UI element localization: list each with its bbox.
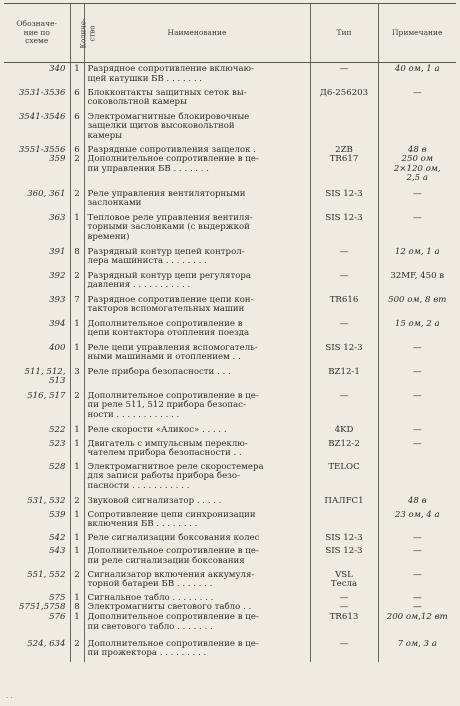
note-cell: 15 ом, 2 а xyxy=(378,318,456,342)
designation-cell: 400 xyxy=(49,342,66,353)
quantity-cell: 1 xyxy=(70,318,84,342)
table-row xyxy=(4,318,456,342)
table-header-row xyxy=(4,4,456,63)
note-cell: — xyxy=(378,188,456,212)
name-cell: Сигнальное табло . . . . . . . . Электромагниты светового табло . . Дополнительное сопротивление в це- пи светового табло . . . . . . . xyxy=(84,592,310,638)
quantity-cell: 2 xyxy=(70,270,84,294)
designation-cell: 528 xyxy=(49,461,66,472)
type-cell: — xyxy=(310,246,378,270)
table-row xyxy=(4,461,456,495)
note-cell: — xyxy=(378,438,456,461)
quantity-cell: 2 xyxy=(70,638,84,662)
name-cell: Тепловое реле управления вентиля- торными заслонками (с выдержкой времени) xyxy=(84,212,310,246)
quantity-cell: 6 xyxy=(70,111,84,144)
note-cell: 48 в 250 ом 2×120 ом, 2,5 а xyxy=(378,144,456,188)
table-row xyxy=(4,63,456,87)
quantity-cell: 1 xyxy=(70,63,84,87)
designation-cell: 3531-3536 xyxy=(18,87,66,98)
note-cell: 48 в xyxy=(378,495,456,509)
type-cell: — xyxy=(310,390,378,424)
designation-cell: 393 xyxy=(49,294,66,305)
type-cell: SIS 12-3 xyxy=(310,212,378,246)
quantity-cell: 2 xyxy=(70,569,84,592)
quantity-cell: 1 xyxy=(70,509,84,532)
designation-cell: 539 xyxy=(49,509,66,520)
note-cell: — xyxy=(378,342,456,366)
name-cell: Дополнительное сопротивление в це- пи прожектора . . . . . . . . . xyxy=(84,638,310,662)
type-cell: 2ZB TR617 xyxy=(310,144,378,188)
quantity-cell: 7 xyxy=(70,294,84,318)
designation-cell: 551, 552 xyxy=(27,569,66,580)
quantity-cell: 1 xyxy=(70,212,84,246)
header-name: Наименование xyxy=(84,4,310,63)
designation-cell: 516, 517 xyxy=(27,390,66,401)
type-cell: SIS 12-3 xyxy=(310,545,378,568)
name-cell: Дополнительное сопротивление в це- пи реле сигнализации боксования xyxy=(84,545,310,568)
name-cell: Реле скорости «Аликос» . . . . . xyxy=(84,424,310,438)
table-row xyxy=(4,638,456,662)
note-cell: 12 ом, 1 а xyxy=(378,246,456,270)
designation-cell: 575 5751,5758 576 xyxy=(19,592,66,623)
type-cell: SIS 12-3 xyxy=(310,342,378,366)
type-cell: BZ12-1 xyxy=(310,366,378,390)
note-cell: — xyxy=(378,390,456,424)
quantity-cell: 6 2 xyxy=(70,144,84,188)
designation-cell: 363 xyxy=(49,212,66,223)
name-cell: Двигатель с импульсным переклю- чателем прибора безопасности . . xyxy=(84,438,310,461)
type-cell: — xyxy=(310,270,378,294)
designation-cell: 3551-3556 359 xyxy=(18,144,66,165)
type-cell: Д6-256203 xyxy=(310,87,378,111)
type-cell: 4KD xyxy=(310,424,378,438)
quantity-cell: 1 8 1 xyxy=(70,592,84,638)
name-cell: Звуковой сигнализатор . . . . . xyxy=(84,495,310,509)
type-cell: TELOC xyxy=(310,461,378,495)
table-row xyxy=(4,87,456,111)
designation-cell: 542 xyxy=(49,532,66,543)
table-row xyxy=(4,188,456,212)
header-designation: Обозначе- ние по схеме xyxy=(4,4,70,63)
quantity-cell: 2 xyxy=(70,495,84,509)
type-cell: — — TR613 xyxy=(310,592,378,638)
note-cell: 32МF, 450 в xyxy=(378,270,456,294)
designation-cell: 523 xyxy=(49,438,66,449)
name-cell: Блокконтакты защитных сеток вы- соковольтной камеры xyxy=(84,87,310,111)
name-cell: Дополнительное сопротивление в цепи контактора отопления поезда xyxy=(84,318,310,342)
designation-cell: 391 xyxy=(49,246,66,257)
quantity-cell: 1 xyxy=(70,461,84,495)
designation-cell: 543 xyxy=(49,546,66,557)
note-cell: — xyxy=(378,569,456,592)
name-cell: Разрядный контур цепей контрол- лера машиниста . . . . . . . . xyxy=(84,246,310,270)
quantity-cell: 6 xyxy=(70,87,84,111)
quantity-cell: 1 xyxy=(70,545,84,568)
designation-cell: 3541-3546 xyxy=(18,111,66,122)
name-cell: Электромагнитное реле скоростемера для записи работы прибора безо- пасности . . . . . . . . . . . xyxy=(84,461,310,495)
quantity-cell: 8 xyxy=(70,246,84,270)
table-row xyxy=(4,509,456,532)
quantity-cell: 2 xyxy=(70,390,84,424)
quantity-cell: 3 xyxy=(70,366,84,390)
note-cell xyxy=(378,111,456,144)
note-cell xyxy=(378,461,456,495)
name-cell: Электромагнитные блокировочные защелки щитов высоковольтной камеры xyxy=(84,111,310,144)
table-row xyxy=(4,569,456,592)
designation-cell: 531, 532 xyxy=(27,495,66,506)
header-note: Примечание xyxy=(378,4,456,63)
designation-cell: 524, 634 xyxy=(27,638,66,649)
type-cell: VSL Тесла xyxy=(310,569,378,592)
name-cell: Разрядное сопротивление включаю- щей катушки БВ . . . . . . . xyxy=(84,63,310,87)
table-row xyxy=(4,144,456,188)
table-row xyxy=(4,294,456,318)
table-row xyxy=(4,390,456,424)
type-cell: — xyxy=(310,63,378,87)
name-cell: Реле управления вентиляторными заслонками xyxy=(84,188,310,212)
components-table xyxy=(4,3,456,662)
name-cell: Разрядное сопротивление цепи кон- такторов вспомогательных машин xyxy=(84,294,310,318)
table-row xyxy=(4,342,456,366)
type-cell: TR616 xyxy=(310,294,378,318)
note-cell: — xyxy=(378,424,456,438)
designation-cell: 511, 512, 513 xyxy=(24,366,66,387)
table-row xyxy=(4,438,456,461)
note-cell: 7 ом, 3 а xyxy=(378,638,456,662)
table-body xyxy=(4,63,456,662)
quantity-cell: 1 xyxy=(70,438,84,461)
type-cell xyxy=(310,509,378,532)
note-cell: — xyxy=(378,532,456,546)
table-row xyxy=(4,495,456,509)
quantity-cell: 1 xyxy=(70,342,84,366)
name-cell: Реле цепи управления вспомогатель- ными машинами и отоплением . . xyxy=(84,342,310,366)
table-row xyxy=(4,532,456,546)
table-row xyxy=(4,424,456,438)
quantity-cell: 1 xyxy=(70,424,84,438)
table-row xyxy=(4,366,456,390)
type-cell: — xyxy=(310,318,378,342)
note-cell: 40 ом, 1 а xyxy=(378,63,456,87)
designation-cell: 522 xyxy=(49,424,66,435)
note-cell: — xyxy=(378,366,456,390)
designation-cell: 360, 361 xyxy=(27,188,66,199)
quantity-cell: 2 xyxy=(70,188,84,212)
name-cell: Реле прибора безопасности . . . xyxy=(84,366,310,390)
table-row xyxy=(4,246,456,270)
type-cell: — xyxy=(310,638,378,662)
table-row xyxy=(4,545,456,568)
table-row xyxy=(4,212,456,246)
table-row xyxy=(4,111,456,144)
type-cell: ПАЛFC1 xyxy=(310,495,378,509)
quantity-cell: 1 xyxy=(70,532,84,546)
header-quantity: Количе- ство xyxy=(70,4,84,63)
name-cell: Разрядные сопротивления защелок . Дополнительное сопротивление в це- пи управления БВ . . . . . . . xyxy=(84,144,310,188)
name-cell: Разрядный контур цепи регулятора давления . . . . . . . . . . . xyxy=(84,270,310,294)
designation-cell: 392 xyxy=(49,270,66,281)
header-type: Тип xyxy=(310,4,378,63)
note-cell: — xyxy=(378,87,456,111)
type-cell: SIS 12-3 xyxy=(310,532,378,546)
note-cell: — — 200 ом,12 вт xyxy=(378,592,456,638)
type-cell: SIS 12-3 xyxy=(310,188,378,212)
designation-cell: 340 xyxy=(49,64,66,74)
name-cell: Сопротивление цепи синхронизации включения БВ . . . . . . . . xyxy=(84,509,310,532)
table-row xyxy=(4,592,456,638)
table-row xyxy=(4,270,456,294)
type-cell: BZ12-2 xyxy=(310,438,378,461)
page-corner-mark: · · xyxy=(6,694,13,702)
name-cell: Дополнительное сопротивление в це- пи реле 511, 512 прибора безопас- ности . . . . . . . . . . . . xyxy=(84,390,310,424)
name-cell: Сигнализатор включения аккумуля- торной батареи БВ . . . . . . . xyxy=(84,569,310,592)
note-cell: — xyxy=(378,545,456,568)
type-cell xyxy=(310,111,378,144)
name-cell: Реле сигнализации боксования колес xyxy=(84,532,310,546)
note-cell: 500 ом, 8 вт xyxy=(378,294,456,318)
note-cell: 23 ом, 4 а xyxy=(378,509,456,532)
note-cell: — xyxy=(378,212,456,246)
designation-cell: 394 xyxy=(49,318,66,329)
